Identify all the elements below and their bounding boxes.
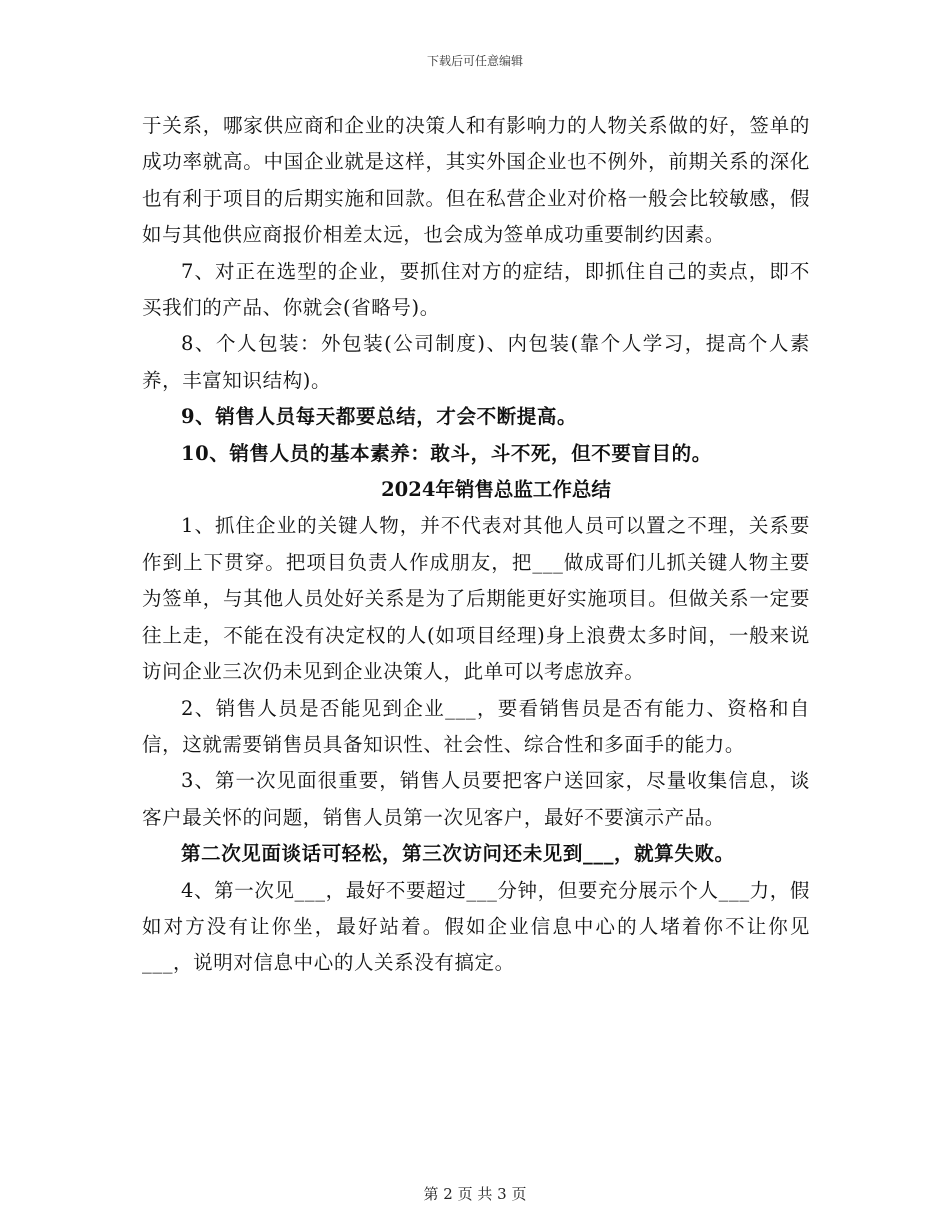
paragraph-item-7: 7、对正在选型的企业，要抓住对方的症结，即抓住自己的卖点，即不买我们的产品、你就会(省略号)。 (142, 259, 810, 320)
page-footer: 第 2 页 共 3 页 (423, 1185, 527, 1203)
paragraph-item-8: 8、个人包装：外包装(公司制度)、内包装(靠个人学习，提高个人素养，丰富知识结构)。 (142, 332, 810, 392)
page-header: 下载后可任意编辑 (426, 54, 523, 68)
paragraph-section-item-4: 4、第一次见___，最好不要超过___分钟，但要充分展示个人___力，假如对方没有让你坐，最好站着。假如企业信息中心的人堵着你不让你见___，说明对信息中心的人关系没有搞定。 (142, 878, 810, 975)
paragraph-continuation: 于关系，哪家供应商和企业的决策人和有影响力的人物关系做的好，签单的成功率就高。中国企业就是这样，其实外国企业也不例外，前期关系的深化也有利于项目的后期实施和回款。但在私营企业对价格一般会比较敏感，假如与其他供应商报价相差太远，也会成为签单成功重要制约因素。 (142, 114, 810, 247)
paragraph-section-item-3: 3、第一次见面很重要，销售人员要把客户送回家，尽量收集信息，谈客户最关怀的问题，销售人员第一次见客户，最好不要演示产品。 (142, 769, 810, 829)
paragraph-item-9: 9、销售人员每天都要总结，才会不断提高。 (181, 405, 578, 429)
section-title: 2024年销售总监工作总结 (381, 478, 611, 502)
paragraph-bold-note: 第二次见面谈话可轻松，第三次访问还未见到___，就算失败。 (181, 842, 735, 866)
paragraph-item-10: 10、销售人员的基本素养：敢斗，斗不死，但不要盲目的。 (181, 441, 712, 465)
document-body (142, 108, 810, 982)
paragraph-section-item-2: 2、销售人员是否能见到企业___，要看销售员是否有能力、资格和自信，这就需要销售员具备知识性、社会性、综合性和多面手的能力。 (142, 696, 810, 756)
paragraph-section-item-1: 1、抓住企业的关键人物，并不代表对其他人员可以置之不理，关系要作到上下贯穿。把项目负责人作成朋友，把___做成哥们儿抓关键人物主要为签单，与其他人员处好关系是为了后期能更好实施项目。但做关系一定要往上走，不能在没有决定权的人(如项目经理)身上浪费太多时间，一般来说访问企业三次仍未见到企业决策人，此单可以考虑放弃。 (142, 514, 810, 684)
